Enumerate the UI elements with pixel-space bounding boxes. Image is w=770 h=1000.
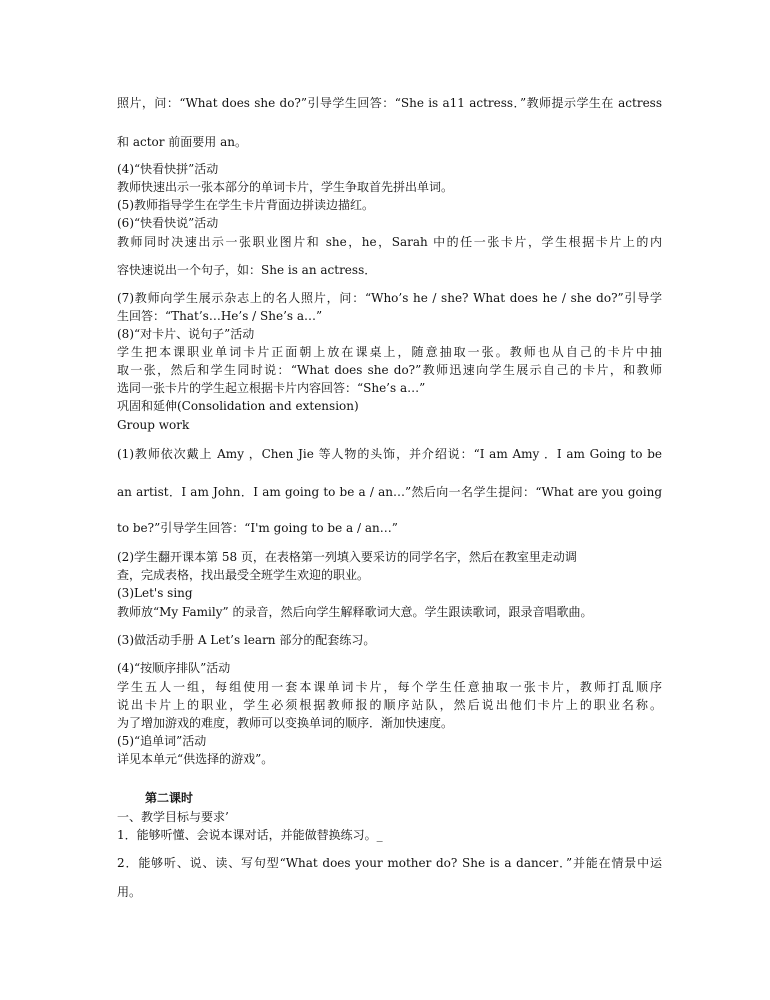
text-line: (8)“对卡片、说句子”活动 bbox=[117, 327, 255, 341]
text-line: (5)教师指导学生在学生卡片背面边拼读边描红。 bbox=[117, 198, 374, 212]
text-line: 生回答：“That’s…He’s / She’s a…” bbox=[117, 309, 323, 323]
text-line: 学生五人一组，每组使用一套本课单词卡片，每个学生任意抽取一张卡片，教师打乱顺序 bbox=[117, 680, 662, 694]
text-line: (4)“按顺序排队”活动 bbox=[117, 661, 231, 675]
text-line: 教师同时决速出示一张职业图片和 she，he，Sarah 中的任一张卡片，学生根据卡片上的内 bbox=[117, 235, 662, 249]
text-line: 一、教学目标与要求’ bbox=[117, 810, 229, 824]
text-line: (3)Let's sing bbox=[117, 586, 193, 600]
text-line: 1．能够听懂、会说本课对话，并能做替换练习。_ bbox=[117, 828, 383, 842]
text-line: 教师放“My Family” 的录音，然后向学生解释歌词大意。学生跟读歌词，跟录音唱歌曲。 bbox=[117, 605, 593, 619]
text-line: (2)学生翻开课本第 58 页，在表格第一列填入要采访的同学名字，然后在教室里走动调 bbox=[117, 550, 577, 564]
text-line: 查，完成表格，找出最受全班学生欢迎的职业。 bbox=[117, 568, 370, 582]
text-line: (3)做活动手册 A Let’s learn 部分的配套练习。 bbox=[117, 633, 376, 647]
text-line: (4)“快看快拼”活动 bbox=[117, 162, 219, 176]
lesson-heading: 第二课时 bbox=[145, 791, 194, 805]
text-line: 容快速说出一个句子，如：She is an actress． bbox=[117, 263, 377, 277]
section-label: Group work bbox=[117, 418, 190, 432]
text-line: 学生把本课职业单词卡片正面朝上放在课桌上，随意抽取一张。教师也从自己的卡片中抽 bbox=[117, 345, 662, 359]
text-line: (7)教师向学生展示杂志上的名人照片，问：“Who’s he / she? What does he / she do?”引导学 bbox=[117, 291, 662, 305]
text-line: 为了增加游戏的难度，教师可以变换单词的顺序．渐加快速度。 bbox=[117, 716, 454, 730]
text-line: to be?”引导学生回答：“I'm going to be a / an…” bbox=[117, 521, 398, 535]
text-line: 详见本单元“供选择的游戏”。 bbox=[117, 752, 274, 766]
text-line: 照片，问：“What does she do?”引导学生回答：“She is a11 actress．”教师提示学生在 actress bbox=[117, 96, 662, 110]
text-line: 用。 bbox=[117, 885, 142, 899]
text-line: 取一张，然后和学生同时说：“What does she do?”教师迅速向学生展示自己的卡片，和教师 bbox=[117, 363, 662, 377]
text-line: 和 actor 前面要用 an。 bbox=[117, 135, 247, 149]
text-line: (5)“追单词”活动 bbox=[117, 734, 207, 748]
text-line: (6)“快看快说”活动 bbox=[117, 216, 219, 230]
text-line: 2．能够听、说、读、写句型“What does your mother do? She is a dancer．”并能在情景中运 bbox=[117, 856, 662, 870]
text-line: (1)教师依次戴上 Amy ，Chen Jie 等人物的头饰，并介绍说：“I am Amy ．I am Going to be bbox=[117, 447, 662, 461]
text-line: 教师快速出示一张本部分的单词卡片，学生争取首先拼出单词。 bbox=[117, 180, 454, 194]
text-line: 选同一张卡片的学生起立根据卡片内容回答：“She’s a…” bbox=[117, 381, 426, 395]
section-label: 巩固和延伸(Consolidation and extension) bbox=[117, 399, 359, 413]
text-line: an artist．I am John．I am going to be a / an…”然后向一名学生提问：“What are you going bbox=[117, 485, 662, 499]
text-line: 说出卡片上的职业，学生必须根据教师报的顺序站队，然后说出他们卡片上的职业名称。 bbox=[117, 698, 662, 712]
